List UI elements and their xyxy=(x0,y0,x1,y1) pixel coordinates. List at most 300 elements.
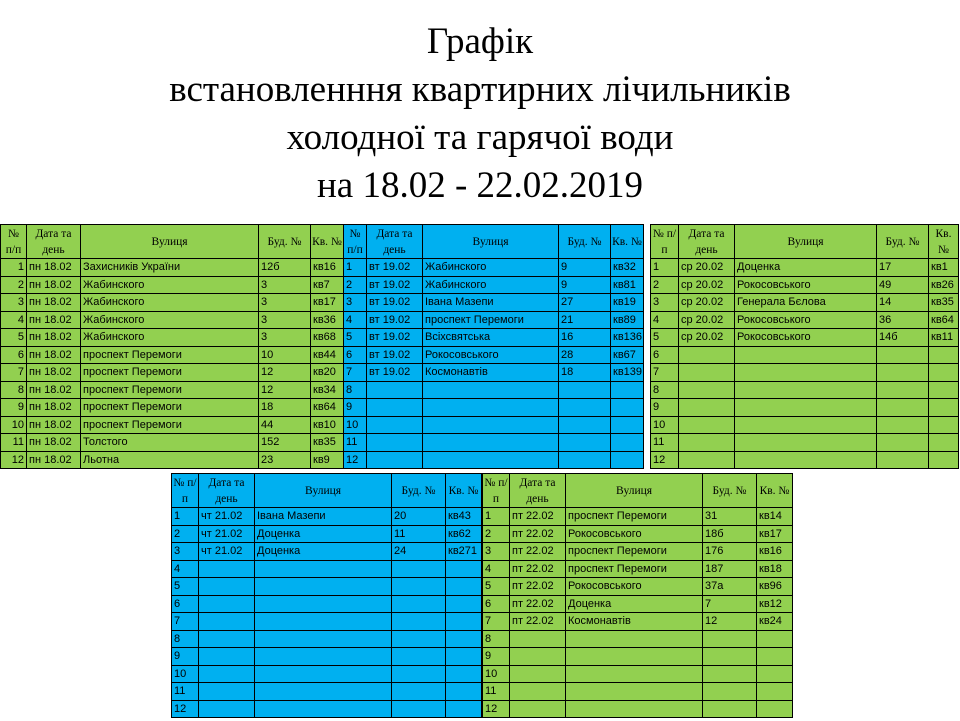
row-date xyxy=(510,665,566,683)
row-number: 12 xyxy=(483,700,510,718)
row-date: чт 21.02 xyxy=(199,543,255,561)
row-date: пн 18.02 xyxy=(27,311,81,329)
row-apartment xyxy=(446,700,482,718)
header-street: Вулиця xyxy=(735,225,877,259)
row-number: 3 xyxy=(483,543,510,561)
row-number: 7 xyxy=(172,613,199,631)
table-row xyxy=(344,294,644,312)
row-building: 44 xyxy=(259,416,311,434)
header-apartment: Кв. № xyxy=(311,225,344,259)
row-street: Жабинского xyxy=(423,259,559,277)
row-apartment xyxy=(757,700,793,718)
table-row xyxy=(651,364,959,382)
row-street xyxy=(735,451,877,469)
table-row xyxy=(344,381,644,399)
row-apartment: кв271 xyxy=(446,543,482,561)
table-row xyxy=(651,329,959,347)
row-street: Генерала Бєлова xyxy=(735,294,877,312)
row-street xyxy=(255,630,392,648)
row-building: 21 xyxy=(559,311,611,329)
schedule-table-2 xyxy=(343,224,644,469)
row-date: вт 19.02 xyxy=(367,329,423,347)
table-header-row xyxy=(344,225,644,259)
row-number: 10 xyxy=(651,416,679,434)
table-row xyxy=(172,665,482,683)
row-street xyxy=(735,434,877,452)
row-date xyxy=(367,416,423,434)
row-number: 7 xyxy=(1,364,27,382)
row-street: Жабинского xyxy=(81,294,259,312)
title-line-3: холодної та гарячої води xyxy=(286,117,674,158)
row-apartment: кв7 xyxy=(311,276,344,294)
row-apartment: кв68 xyxy=(311,329,344,347)
table-row xyxy=(1,416,344,434)
row-number: 4 xyxy=(344,311,367,329)
row-building xyxy=(392,683,446,701)
row-number: 11 xyxy=(483,683,510,701)
row-apartment xyxy=(929,346,959,364)
table-row xyxy=(1,276,344,294)
row-apartment: кв62 xyxy=(446,525,482,543)
row-date: пн 18.02 xyxy=(27,399,81,417)
row-date: пн 18.02 xyxy=(27,451,81,469)
row-building xyxy=(392,665,446,683)
row-street xyxy=(255,683,392,701)
row-apartment xyxy=(929,364,959,382)
row-date xyxy=(199,578,255,596)
row-street: Доценка xyxy=(735,259,877,277)
table-row xyxy=(172,543,482,561)
row-street: проспект Перемоги xyxy=(423,311,559,329)
row-street xyxy=(566,630,703,648)
row-apartment xyxy=(611,451,644,469)
row-building xyxy=(703,665,757,683)
row-street: Всіхсвятська xyxy=(423,329,559,347)
row-date xyxy=(367,451,423,469)
schedule-table-3 xyxy=(650,224,959,469)
table-row xyxy=(1,399,344,417)
row-number: 7 xyxy=(344,364,367,382)
row-apartment: кв19 xyxy=(611,294,644,312)
row-apartment: кв36 xyxy=(311,311,344,329)
row-number: 4 xyxy=(1,311,27,329)
row-date: ср 20.02 xyxy=(679,311,735,329)
table-row xyxy=(344,364,644,382)
table-row xyxy=(651,434,959,452)
row-number: 12 xyxy=(1,451,27,469)
row-number: 8 xyxy=(344,381,367,399)
header-street: Вулиця xyxy=(81,225,259,259)
row-apartment xyxy=(611,381,644,399)
table-row xyxy=(344,311,644,329)
row-date xyxy=(199,700,255,718)
row-apartment xyxy=(446,683,482,701)
row-street xyxy=(255,648,392,666)
row-date: пт 22.02 xyxy=(510,508,566,526)
row-date xyxy=(199,613,255,631)
table-row xyxy=(1,329,344,347)
row-street xyxy=(735,399,877,417)
row-street: Льотна xyxy=(81,451,259,469)
row-building xyxy=(877,451,929,469)
row-number: 10 xyxy=(1,416,27,434)
row-date: пн 18.02 xyxy=(27,329,81,347)
row-number: 11 xyxy=(172,683,199,701)
table-row xyxy=(344,346,644,364)
row-apartment: кв11 xyxy=(929,329,959,347)
row-number: 5 xyxy=(344,329,367,347)
row-apartment: кв14 xyxy=(757,508,793,526)
row-date xyxy=(199,560,255,578)
row-building xyxy=(703,683,757,701)
row-street: Рокосовського xyxy=(566,525,703,543)
row-date: пн 18.02 xyxy=(27,294,81,312)
table-row xyxy=(172,560,482,578)
row-apartment: кв18 xyxy=(757,560,793,578)
row-street xyxy=(255,578,392,596)
row-date: пн 18.02 xyxy=(27,416,81,434)
title-line-4: на 18.02 - 22.02.2019 xyxy=(316,165,644,206)
row-street: Рокосовського xyxy=(735,276,877,294)
row-date xyxy=(367,434,423,452)
row-date: чт 21.02 xyxy=(199,525,255,543)
table-row xyxy=(483,613,793,631)
row-apartment: кв12 xyxy=(757,595,793,613)
row-street xyxy=(423,434,559,452)
row-apartment xyxy=(446,665,482,683)
table-row xyxy=(483,595,793,613)
row-date xyxy=(367,381,423,399)
row-building xyxy=(877,364,929,382)
row-number: 3 xyxy=(1,294,27,312)
table-row xyxy=(172,578,482,596)
row-number: 6 xyxy=(1,346,27,364)
row-building: 18 xyxy=(559,364,611,382)
header-building: Буд. № xyxy=(392,474,446,508)
row-number: 5 xyxy=(172,578,199,596)
row-date xyxy=(679,346,735,364)
table-row xyxy=(483,508,793,526)
row-number: 2 xyxy=(172,525,199,543)
table-row xyxy=(483,630,793,648)
header-date: Дата та день xyxy=(679,225,735,259)
row-apartment xyxy=(929,434,959,452)
row-date xyxy=(199,665,255,683)
header-number: № п/п xyxy=(344,225,367,259)
row-building: 176 xyxy=(703,543,757,561)
row-apartment xyxy=(446,595,482,613)
row-date: ср 20.02 xyxy=(679,294,735,312)
table-row xyxy=(483,665,793,683)
row-street xyxy=(566,665,703,683)
row-apartment xyxy=(757,683,793,701)
row-street: Доценка xyxy=(255,543,392,561)
row-apartment: кв67 xyxy=(611,346,644,364)
row-street: Івана Мазепи xyxy=(423,294,559,312)
table-row xyxy=(483,683,793,701)
row-number: 9 xyxy=(344,399,367,417)
row-apartment: кв1 xyxy=(929,259,959,277)
table-row xyxy=(344,259,644,277)
row-building: 12б xyxy=(259,259,311,277)
row-building: 12 xyxy=(259,381,311,399)
header-date: Дата та день xyxy=(199,474,255,508)
row-date: вт 19.02 xyxy=(367,364,423,382)
title-line-1: Графік xyxy=(426,21,534,62)
row-date xyxy=(679,451,735,469)
row-building: 23 xyxy=(259,451,311,469)
row-number: 8 xyxy=(483,630,510,648)
row-building: 3 xyxy=(259,294,311,312)
row-building xyxy=(392,630,446,648)
row-street: Космонавтів xyxy=(566,613,703,631)
row-apartment: кв9 xyxy=(311,451,344,469)
row-number: 1 xyxy=(483,508,510,526)
row-building xyxy=(703,700,757,718)
row-date: пн 18.02 xyxy=(27,346,81,364)
row-apartment xyxy=(757,665,793,683)
table-row xyxy=(651,276,959,294)
row-date: пн 18.02 xyxy=(27,364,81,382)
row-street: проспект Перемоги xyxy=(81,381,259,399)
table-row xyxy=(344,399,644,417)
row-street: Космонавтів xyxy=(423,364,559,382)
row-apartment: кв64 xyxy=(929,311,959,329)
row-apartment: кв16 xyxy=(757,543,793,561)
table-row xyxy=(483,648,793,666)
row-street xyxy=(735,346,877,364)
row-date xyxy=(510,630,566,648)
row-date xyxy=(679,364,735,382)
row-date: вт 19.02 xyxy=(367,311,423,329)
row-number: 2 xyxy=(483,525,510,543)
row-number: 12 xyxy=(651,451,679,469)
row-street xyxy=(423,399,559,417)
table-row xyxy=(172,595,482,613)
row-street xyxy=(255,560,392,578)
row-street: Жабинского xyxy=(81,329,259,347)
row-apartment: кв26 xyxy=(929,276,959,294)
row-number: 2 xyxy=(651,276,679,294)
row-apartment: кв89 xyxy=(611,311,644,329)
row-date xyxy=(199,683,255,701)
row-street: Рокосовського xyxy=(735,329,877,347)
row-street: Доценка xyxy=(255,525,392,543)
row-number: 8 xyxy=(1,381,27,399)
row-date xyxy=(510,700,566,718)
row-building: 10 xyxy=(259,346,311,364)
row-date: чт 21.02 xyxy=(199,508,255,526)
row-apartment: кв35 xyxy=(929,294,959,312)
row-date xyxy=(679,399,735,417)
row-street xyxy=(255,613,392,631)
row-building xyxy=(392,613,446,631)
row-street: проспект Перемоги xyxy=(566,543,703,561)
header-date: Дата та день xyxy=(510,474,566,508)
row-building xyxy=(392,648,446,666)
row-apartment: кв34 xyxy=(311,381,344,399)
table-row xyxy=(651,311,959,329)
row-number: 8 xyxy=(172,630,199,648)
row-street: проспект Перемоги xyxy=(566,560,703,578)
row-building xyxy=(877,399,929,417)
table-row xyxy=(172,683,482,701)
table-row xyxy=(344,434,644,452)
row-number: 1 xyxy=(651,259,679,277)
header-building: Буд. № xyxy=(259,225,311,259)
row-number: 11 xyxy=(651,434,679,452)
row-number: 6 xyxy=(172,595,199,613)
row-date xyxy=(679,416,735,434)
row-apartment: кв64 xyxy=(311,399,344,417)
row-building xyxy=(559,416,611,434)
row-apartment: кв136 xyxy=(611,329,644,347)
row-number: 10 xyxy=(483,665,510,683)
row-building: 24 xyxy=(392,543,446,561)
row-number: 6 xyxy=(651,346,679,364)
row-building xyxy=(877,381,929,399)
row-date xyxy=(679,381,735,399)
header-building: Буд. № xyxy=(703,474,757,508)
row-apartment: кв17 xyxy=(757,525,793,543)
row-building xyxy=(392,700,446,718)
document-title xyxy=(0,18,960,210)
table-row xyxy=(344,329,644,347)
row-street: Жабинского xyxy=(423,276,559,294)
row-apartment xyxy=(757,630,793,648)
row-street: Жабинского xyxy=(81,276,259,294)
row-number: 10 xyxy=(172,665,199,683)
row-building: 31 xyxy=(703,508,757,526)
row-date: вт 19.02 xyxy=(367,346,423,364)
header-number: № п/п xyxy=(483,474,510,508)
row-date: ср 20.02 xyxy=(679,259,735,277)
row-street xyxy=(566,648,703,666)
header-street: Вулиця xyxy=(566,474,703,508)
table-row xyxy=(1,346,344,364)
row-building xyxy=(877,416,929,434)
row-building xyxy=(877,434,929,452)
row-street: Рокосовського xyxy=(423,346,559,364)
row-date xyxy=(199,648,255,666)
header-number: № п/п xyxy=(1,225,27,259)
row-building: 16 xyxy=(559,329,611,347)
row-building xyxy=(703,648,757,666)
row-number: 2 xyxy=(1,276,27,294)
header-date: Дата та день xyxy=(27,225,81,259)
row-date: пт 22.02 xyxy=(510,525,566,543)
row-building xyxy=(559,399,611,417)
row-street xyxy=(423,451,559,469)
row-number: 12 xyxy=(344,451,367,469)
table-row xyxy=(651,416,959,434)
header-apartment: Кв. № xyxy=(929,225,959,259)
row-street xyxy=(566,700,703,718)
row-number: 8 xyxy=(651,381,679,399)
row-date: пт 22.02 xyxy=(510,560,566,578)
table-row xyxy=(651,259,959,277)
row-street: Захисників України xyxy=(81,259,259,277)
row-building xyxy=(392,578,446,596)
row-date xyxy=(510,648,566,666)
row-apartment xyxy=(446,648,482,666)
table-row xyxy=(344,416,644,434)
row-building: 7 xyxy=(703,595,757,613)
row-date: пн 18.02 xyxy=(27,434,81,452)
row-apartment xyxy=(611,416,644,434)
table-row xyxy=(172,700,482,718)
row-date: вт 19.02 xyxy=(367,259,423,277)
row-apartment xyxy=(446,578,482,596)
row-street: проспект Перемоги xyxy=(566,508,703,526)
row-building: 49 xyxy=(877,276,929,294)
row-apartment xyxy=(929,451,959,469)
table-row xyxy=(344,451,644,469)
row-building: 187 xyxy=(703,560,757,578)
row-apartment xyxy=(611,399,644,417)
row-building xyxy=(559,451,611,469)
row-number: 12 xyxy=(172,700,199,718)
row-apartment xyxy=(929,381,959,399)
row-number: 5 xyxy=(483,578,510,596)
row-building: 37а xyxy=(703,578,757,596)
table-row xyxy=(172,525,482,543)
row-apartment: кв20 xyxy=(311,364,344,382)
row-number: 4 xyxy=(172,560,199,578)
row-building: 12 xyxy=(703,613,757,631)
row-date: пт 22.02 xyxy=(510,613,566,631)
row-number: 1 xyxy=(1,259,27,277)
row-number: 7 xyxy=(651,364,679,382)
title-line-2: встановленння квартирних лічильників xyxy=(169,69,791,110)
row-number: 3 xyxy=(344,294,367,312)
row-date: ср 20.02 xyxy=(679,329,735,347)
row-building: 3 xyxy=(259,329,311,347)
row-apartment: кв139 xyxy=(611,364,644,382)
row-apartment xyxy=(929,416,959,434)
row-apartment xyxy=(611,434,644,452)
table-row xyxy=(651,451,959,469)
row-number: 11 xyxy=(1,434,27,452)
header-apartment: Кв. № xyxy=(611,225,644,259)
header-apartment: Кв. № xyxy=(446,474,482,508)
row-date: пн 18.02 xyxy=(27,276,81,294)
row-street: Рокосовського xyxy=(735,311,877,329)
row-apartment: кв44 xyxy=(311,346,344,364)
row-date xyxy=(199,630,255,648)
row-building: 3 xyxy=(259,311,311,329)
table-row xyxy=(483,578,793,596)
table-row xyxy=(1,294,344,312)
table-row xyxy=(483,700,793,718)
row-apartment: кв32 xyxy=(611,259,644,277)
schedule-table-1 xyxy=(0,224,344,469)
row-building: 28 xyxy=(559,346,611,364)
row-apartment: кв16 xyxy=(311,259,344,277)
row-building xyxy=(559,381,611,399)
row-street xyxy=(735,416,877,434)
table-row xyxy=(1,364,344,382)
table-header-row xyxy=(651,225,959,259)
row-number: 4 xyxy=(483,560,510,578)
row-street xyxy=(255,700,392,718)
header-number: № п/п xyxy=(172,474,199,508)
row-building: 9 xyxy=(559,259,611,277)
row-number: 9 xyxy=(172,648,199,666)
row-date: пн 18.02 xyxy=(27,381,81,399)
row-apartment: кв96 xyxy=(757,578,793,596)
row-building: 17 xyxy=(877,259,929,277)
